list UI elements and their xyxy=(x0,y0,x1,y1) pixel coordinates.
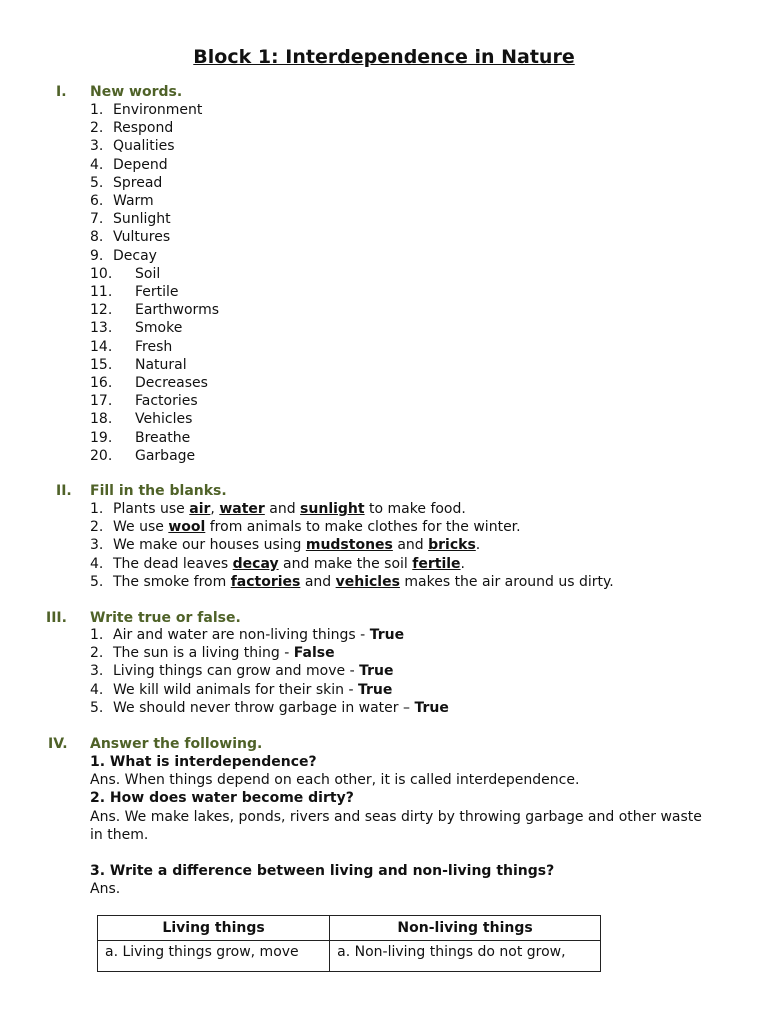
fill-number: 5. xyxy=(90,573,104,590)
question-3: 3. Write a difference between living and non-living things? xyxy=(90,863,555,879)
tf-question: Air and water are non-living things - xyxy=(113,627,370,643)
new-word-item: Sunlight xyxy=(113,211,171,228)
tf-number: 3. xyxy=(90,663,104,680)
tf-number: 5. xyxy=(90,699,104,716)
answer-1: Ans. When things depend on each other, it is called interdependence. xyxy=(90,772,580,788)
new-word-item: Earthworms xyxy=(135,302,219,319)
blank-answer: decay xyxy=(232,555,279,572)
sentence-text: from animals to make clothes for the winter. xyxy=(205,519,521,536)
sentence-text: and xyxy=(264,501,301,517)
sentence-text: and make the soil xyxy=(278,555,413,572)
new-word-item: Fresh xyxy=(135,338,173,355)
section-number-new-words: I. xyxy=(56,84,67,100)
section-number-answer: IV. xyxy=(48,736,68,752)
new-word-item: Garbage xyxy=(135,447,196,464)
fill-number: 3. xyxy=(90,537,104,554)
new-word-number: 15. xyxy=(90,356,113,373)
tf-answer: True xyxy=(359,663,394,680)
table-header-non-living: Non-living things xyxy=(330,916,601,941)
blank-answer: water xyxy=(219,501,265,517)
section-heading-fill-blanks: Fill in the blanks. xyxy=(90,483,227,499)
new-word-item: Natural xyxy=(135,356,187,373)
new-word-item: Depend xyxy=(113,156,168,173)
section-heading-answer: Answer the following. xyxy=(90,736,263,752)
table-header-row xyxy=(98,916,601,941)
tf-statement xyxy=(113,645,335,661)
table-row xyxy=(98,941,601,972)
new-word-item: Factories xyxy=(135,393,198,410)
new-word-number: 14. xyxy=(90,338,113,355)
new-word-number: 6. xyxy=(90,193,104,209)
new-word-item: Warm xyxy=(113,193,154,209)
new-word-item: Qualities xyxy=(113,138,175,155)
table-cell-non-living: a. Non-living things do not grow, xyxy=(330,941,601,972)
blank-answer: mudstones xyxy=(305,537,393,554)
fill-number: 1. xyxy=(90,501,104,517)
new-word-item: Environment xyxy=(113,102,203,118)
blank-answer: sunlight xyxy=(300,501,365,517)
tf-question: Living things can grow and move - xyxy=(113,663,360,680)
section-heading-true-false: Write true or false. xyxy=(90,610,241,626)
sentence-text: . xyxy=(460,555,465,572)
sentence-text: to make food. xyxy=(364,501,466,517)
sentence-text: We make our houses using xyxy=(113,537,306,554)
new-word-number: 20. xyxy=(90,447,113,464)
tf-answer: True xyxy=(369,627,405,643)
new-word-number: 16. xyxy=(90,375,113,391)
table-cell-living: a. Living things grow, move xyxy=(98,941,330,972)
new-word-number: 10. xyxy=(90,265,113,282)
new-word-item: Fertile xyxy=(135,284,179,300)
new-word-number: 2. xyxy=(90,120,104,137)
sentence-text: , xyxy=(210,501,220,517)
blank-answer: factories xyxy=(230,573,301,590)
new-word-item: Vehicles xyxy=(135,411,193,428)
blank-answer: air xyxy=(189,501,211,517)
new-word-item: Respond xyxy=(113,120,174,137)
blank-answer: bricks xyxy=(428,537,476,554)
fill-number: 2. xyxy=(90,519,104,536)
tf-number: 4. xyxy=(90,681,104,698)
difference-table xyxy=(97,915,601,972)
question-2: 2. How does water become dirty? xyxy=(90,790,354,806)
page-title: Block 1: Interdependence in Nature xyxy=(193,46,575,68)
blank-answer: wool xyxy=(168,519,206,536)
new-word-number: 11. xyxy=(90,284,113,300)
sentence-text: Plants use xyxy=(113,501,190,517)
fill-sentence xyxy=(113,556,465,572)
new-word-number: 8. xyxy=(90,229,104,246)
fill-sentence xyxy=(113,519,521,535)
table-header-living: Living things xyxy=(98,916,330,941)
answer-3: Ans. xyxy=(90,881,121,897)
blank-answer: vehicles xyxy=(335,573,400,590)
new-word-item: Smoke xyxy=(135,320,183,337)
new-word-number: 4. xyxy=(90,156,104,173)
new-word-number: 18. xyxy=(90,411,113,428)
fill-sentence xyxy=(113,537,480,553)
tf-answer: True xyxy=(357,681,393,698)
sentence-text: makes the air around us dirty. xyxy=(399,573,614,590)
tf-statement xyxy=(113,627,404,643)
fill-sentence xyxy=(113,574,614,590)
tf-answer: True xyxy=(414,699,449,716)
sentence-text: The dead leaves xyxy=(113,555,233,572)
new-word-item: Decreases xyxy=(135,375,208,391)
section-number-fill-blanks: II. xyxy=(56,483,72,499)
new-word-number: 3. xyxy=(90,138,104,155)
new-word-item: Vultures xyxy=(113,229,171,246)
new-word-number: 1. xyxy=(90,102,104,118)
new-word-number: 12. xyxy=(90,302,113,319)
sentence-text: . xyxy=(475,537,481,554)
tf-number: 1. xyxy=(90,627,104,643)
new-word-item: Spread xyxy=(113,174,163,191)
tf-statement xyxy=(113,663,393,679)
sentence-text: We use xyxy=(113,519,169,536)
answer-2: Ans. We make lakes, ponds, rivers and seas dirty by throwing garbage and other waste in them. xyxy=(90,809,702,843)
section-heading-new-words: New words. xyxy=(90,84,183,100)
new-word-item: Breathe xyxy=(135,429,191,446)
tf-question: The sun is a living thing - xyxy=(113,645,294,662)
fill-sentence xyxy=(113,501,466,517)
new-word-number: 19. xyxy=(90,429,113,446)
question-1: 1. What is interdependence? xyxy=(90,754,317,770)
sentence-text: The smoke from xyxy=(113,573,231,590)
sentence-text: and xyxy=(300,573,336,590)
tf-question: We should never throw garbage in water – xyxy=(113,699,415,716)
fill-number: 4. xyxy=(90,555,104,572)
tf-statement xyxy=(113,682,392,698)
section-number-true-false: III. xyxy=(46,610,67,626)
tf-question: We kill wild animals for their skin - xyxy=(113,681,358,698)
blank-answer: fertile xyxy=(412,555,461,572)
sentence-text: and xyxy=(392,537,429,554)
new-word-item: Soil xyxy=(135,265,161,282)
tf-answer: False xyxy=(293,645,335,662)
new-word-number: 7. xyxy=(90,211,104,228)
new-word-number: 5. xyxy=(90,174,104,191)
tf-statement xyxy=(113,700,449,716)
new-word-number: 17. xyxy=(90,393,113,410)
tf-number: 2. xyxy=(90,645,104,662)
new-word-number: 9. xyxy=(90,247,104,264)
new-word-item: Decay xyxy=(113,247,157,264)
new-word-number: 13. xyxy=(90,320,113,337)
